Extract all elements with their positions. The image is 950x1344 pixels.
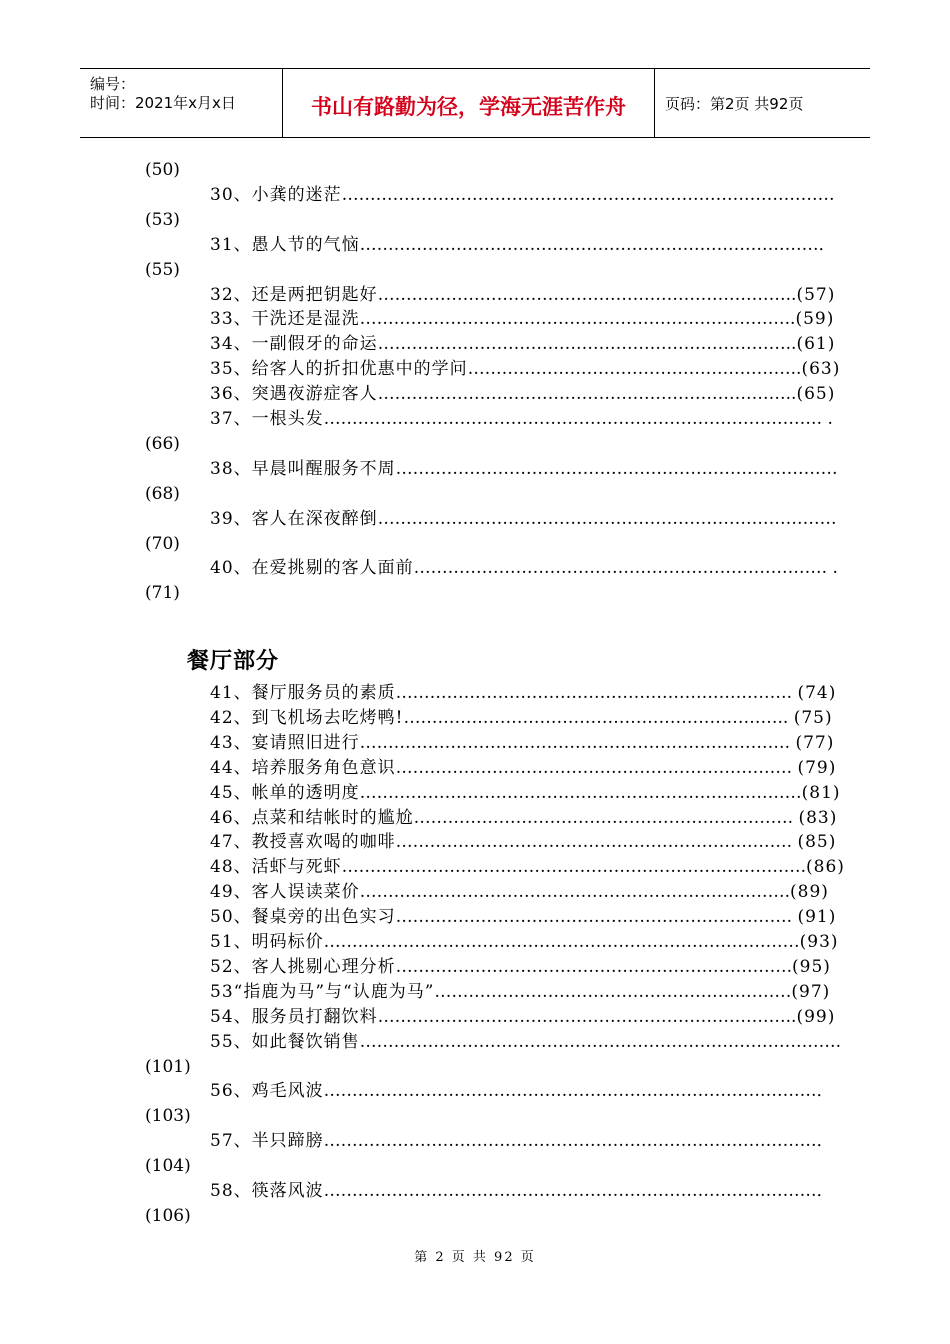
toc-page-number: (68)	[145, 483, 180, 504]
toc-entry	[210, 1006, 835, 1028]
toc-entry	[210, 956, 831, 978]
toc-entry-page: (61)	[796, 334, 836, 355]
toc-leader-dots: ………………………………………………………………………….	[359, 1031, 842, 1052]
toc-leader-dots: …………………………………………………………………..	[359, 309, 796, 330]
toc-entry	[210, 408, 833, 430]
toc-leader-dots: ………………………………………………………………….	[359, 732, 796, 753]
toc-page-number: (70)	[145, 533, 180, 554]
toc-leader-dots: ………………………………………………………	[434, 981, 792, 1002]
toc-entry-title: 41、餐厅服务员的素质	[210, 683, 396, 703]
page-footer: 第 2 页 共 92 页	[414, 1250, 536, 1265]
toc-entry-title: 37、一根头发	[210, 409, 324, 429]
toc-entry-title: 39、客人在深夜醉倒	[210, 508, 378, 529]
toc-entry	[210, 931, 839, 953]
toc-entry	[210, 807, 837, 829]
toc-page-number: (106)	[145, 1205, 191, 1226]
toc-leader-dots: ………………………………………………………………..	[377, 1006, 797, 1027]
toc-entry	[210, 184, 835, 206]
toc-entry-title: 35、给客人的折扣优惠中的学问	[210, 359, 468, 380]
toc-leader-dots: …………………………………………………………….	[395, 832, 798, 853]
toc-entry	[210, 732, 834, 754]
toc-entry-page: (59)	[795, 309, 835, 330]
toc-leader-dots: ……………………………………………………………………….	[341, 857, 807, 878]
page-code: 页码：第2页 共92页	[665, 95, 804, 113]
toc-entry-title: 54、服务员打翻饮料	[210, 1006, 378, 1027]
header-meta-cell	[80, 69, 283, 137]
toc-page-number: (103)	[145, 1106, 191, 1127]
toc-entry-title: 48、活虾与死虾	[210, 857, 342, 878]
toc-leader-dots: ………………………………………………………………..	[377, 334, 797, 355]
toc-entry	[210, 981, 830, 1003]
toc-leader-dots: …………………………………………………………….	[395, 757, 798, 778]
toc-entry	[210, 358, 840, 380]
toc-entry-title: 34、一副假牙的命运	[210, 334, 378, 355]
section-title: 餐厅部分	[187, 649, 280, 674]
toc-leader-dots: ………………………………………………………………….	[359, 882, 791, 903]
toc-entry-title: 31、愚人节的气恼	[210, 234, 360, 255]
toc-page-number: (53)	[145, 209, 180, 230]
toc-entry-title: 40、在爱挑剔的客人面前	[210, 558, 414, 579]
toc-page-number: (101)	[145, 1056, 191, 1077]
toc-entry-title: 56、鸡毛风波	[210, 1081, 324, 1102]
toc-entry	[210, 906, 836, 928]
toc-entry	[210, 782, 841, 804]
toc-entry-page: (89)	[790, 882, 829, 903]
toc-entry	[210, 234, 836, 256]
toc-leader-dots: …………………………………………………………….	[395, 907, 798, 928]
toc-leader-dots: …………………………………………………………….	[395, 683, 798, 703]
toc-entry-title: 42、到飞机场去吃烤鸭!	[210, 707, 404, 728]
toc-entry	[210, 383, 835, 405]
toc-entry-title: 52、客人挑剔心理分析	[210, 956, 396, 977]
toc-entry-page: (93)	[799, 932, 839, 952]
header-motto-cell	[283, 69, 655, 137]
document-header	[80, 68, 870, 138]
toc-page-number: (50)	[145, 160, 180, 180]
toc-entry-page: (97)	[791, 981, 831, 1002]
header-page-cell	[655, 69, 870, 137]
toc-entry	[210, 557, 838, 579]
toc-entry-page: (63)	[801, 359, 841, 380]
toc-leader-dots: ……………………………………………………………………	[359, 782, 802, 803]
toc-leader-dots: …………………………………………………………..	[403, 707, 794, 728]
toc-entry-title: 51、明码标价	[210, 932, 324, 952]
toc-entry-page: (75)	[793, 707, 833, 728]
toc-entry-page: (85)	[797, 832, 837, 853]
toc-entry-title: 44、培养服务角色意识	[210, 757, 396, 778]
toc-leader-dots: ……………………………………………………………………………．	[323, 1181, 834, 1201]
toc-leader-dots: ………………………………………………………………..	[377, 384, 797, 405]
toc-entry-page: (79)	[797, 757, 837, 778]
toc-entry	[210, 682, 836, 704]
toc-entry-title: 36、突遇夜游症客人	[210, 384, 378, 405]
toc-leader-dots: ………………………………………………………………..	[377, 284, 797, 305]
toc-leader-dots: ………………………………………………………………. .	[413, 558, 838, 579]
toc-entry	[210, 1180, 834, 1202]
toc-entry-page: (91)	[797, 907, 837, 928]
toc-entry-title: 53“指鹿为马”与“认鹿为马”	[210, 981, 435, 1002]
toc-page-number: (55)	[145, 259, 180, 280]
toc-entry-title: 32、还是两把钥匙好	[210, 284, 378, 305]
toc-entry	[210, 284, 835, 306]
toc-leader-dots: …………………………………………………………….	[395, 956, 793, 977]
toc-entry-title: 57、半只蹄膀	[210, 1131, 324, 1152]
toc-page-number: (104)	[145, 1156, 191, 1177]
toc-entry	[210, 856, 845, 878]
toc-entry	[210, 757, 836, 779]
toc-entry	[210, 1080, 834, 1102]
toc-entry-page: (99)	[796, 1006, 836, 1027]
toc-entry	[210, 308, 834, 330]
toc-leader-dots: ………………………………………………………….	[413, 807, 799, 828]
toc-entry-title: 43、宴请照旧进行	[210, 732, 360, 753]
toc-leader-dots: …………………………………………………………………………	[323, 932, 800, 952]
number-label: 编号：	[90, 75, 136, 93]
toc-entry-title: 47、教授喜欢喝的咖啡	[210, 832, 396, 853]
toc-entry-title: 55、如此餐饮销售	[210, 1031, 360, 1052]
toc-entry-title: 46、点菜和结帐时的尴尬	[210, 807, 414, 828]
toc-leader-dots: …………………………………………………..	[467, 359, 802, 380]
toc-entry-page: (65)	[796, 384, 836, 405]
toc-leader-dots: ……………………………………………………………………………. .	[323, 409, 833, 429]
toc-entry	[210, 1130, 834, 1152]
toc-entry-page: (95)	[792, 956, 831, 977]
toc-entry	[210, 458, 838, 480]
toc-leader-dots: ……………………………………………………………………………．	[323, 1131, 834, 1152]
toc-entry-title: 58、筷落风波	[210, 1181, 324, 1201]
toc-entry	[210, 707, 833, 729]
toc-entry-page: (83)	[798, 807, 838, 828]
toc-entry-title: 49、客人误读菜价	[210, 882, 360, 903]
toc-leader-dots: ………………………………………………………………………．	[359, 234, 836, 255]
toc-entry-title: 38、早晨叫醒服务不周	[210, 458, 396, 479]
toc-entry	[210, 1031, 841, 1053]
toc-entry-page: (86)	[806, 857, 845, 878]
toc-page-number: (71)	[145, 583, 180, 604]
toc-entry-title: 30、小龚的迷茫	[210, 184, 342, 205]
toc-entry-title: 50、餐桌旁的出色实习	[210, 907, 396, 928]
toc-entry	[210, 333, 835, 355]
toc-entry-page: (74)	[797, 683, 837, 703]
motto: 书山有路勤为径，学海无涯苦作舟	[311, 95, 626, 119]
toc-entry-page: (57)	[796, 284, 836, 305]
toc-entry	[210, 508, 837, 530]
toc-leader-dots: ……………………………………………………………………	[395, 458, 838, 479]
toc-leader-dots: ……………………………………………………………………………	[341, 184, 835, 205]
toc-entry	[210, 831, 836, 853]
toc-entry	[210, 881, 829, 903]
toc-leader-dots: ………………………………………………………………………	[377, 508, 837, 529]
toc-entry-page: (77)	[795, 732, 835, 753]
toc-page-number: (66)	[145, 433, 180, 454]
toc-entry-title: 45、帐单的透明度	[210, 782, 360, 803]
toc-entry-title: 33、干洗还是湿洗	[210, 309, 360, 330]
toc-leader-dots: ……………………………………………………………………………．	[323, 1081, 834, 1102]
toc-entry-page: (81)	[801, 782, 841, 803]
time-label: 时间：2021年x月x日	[90, 94, 236, 112]
